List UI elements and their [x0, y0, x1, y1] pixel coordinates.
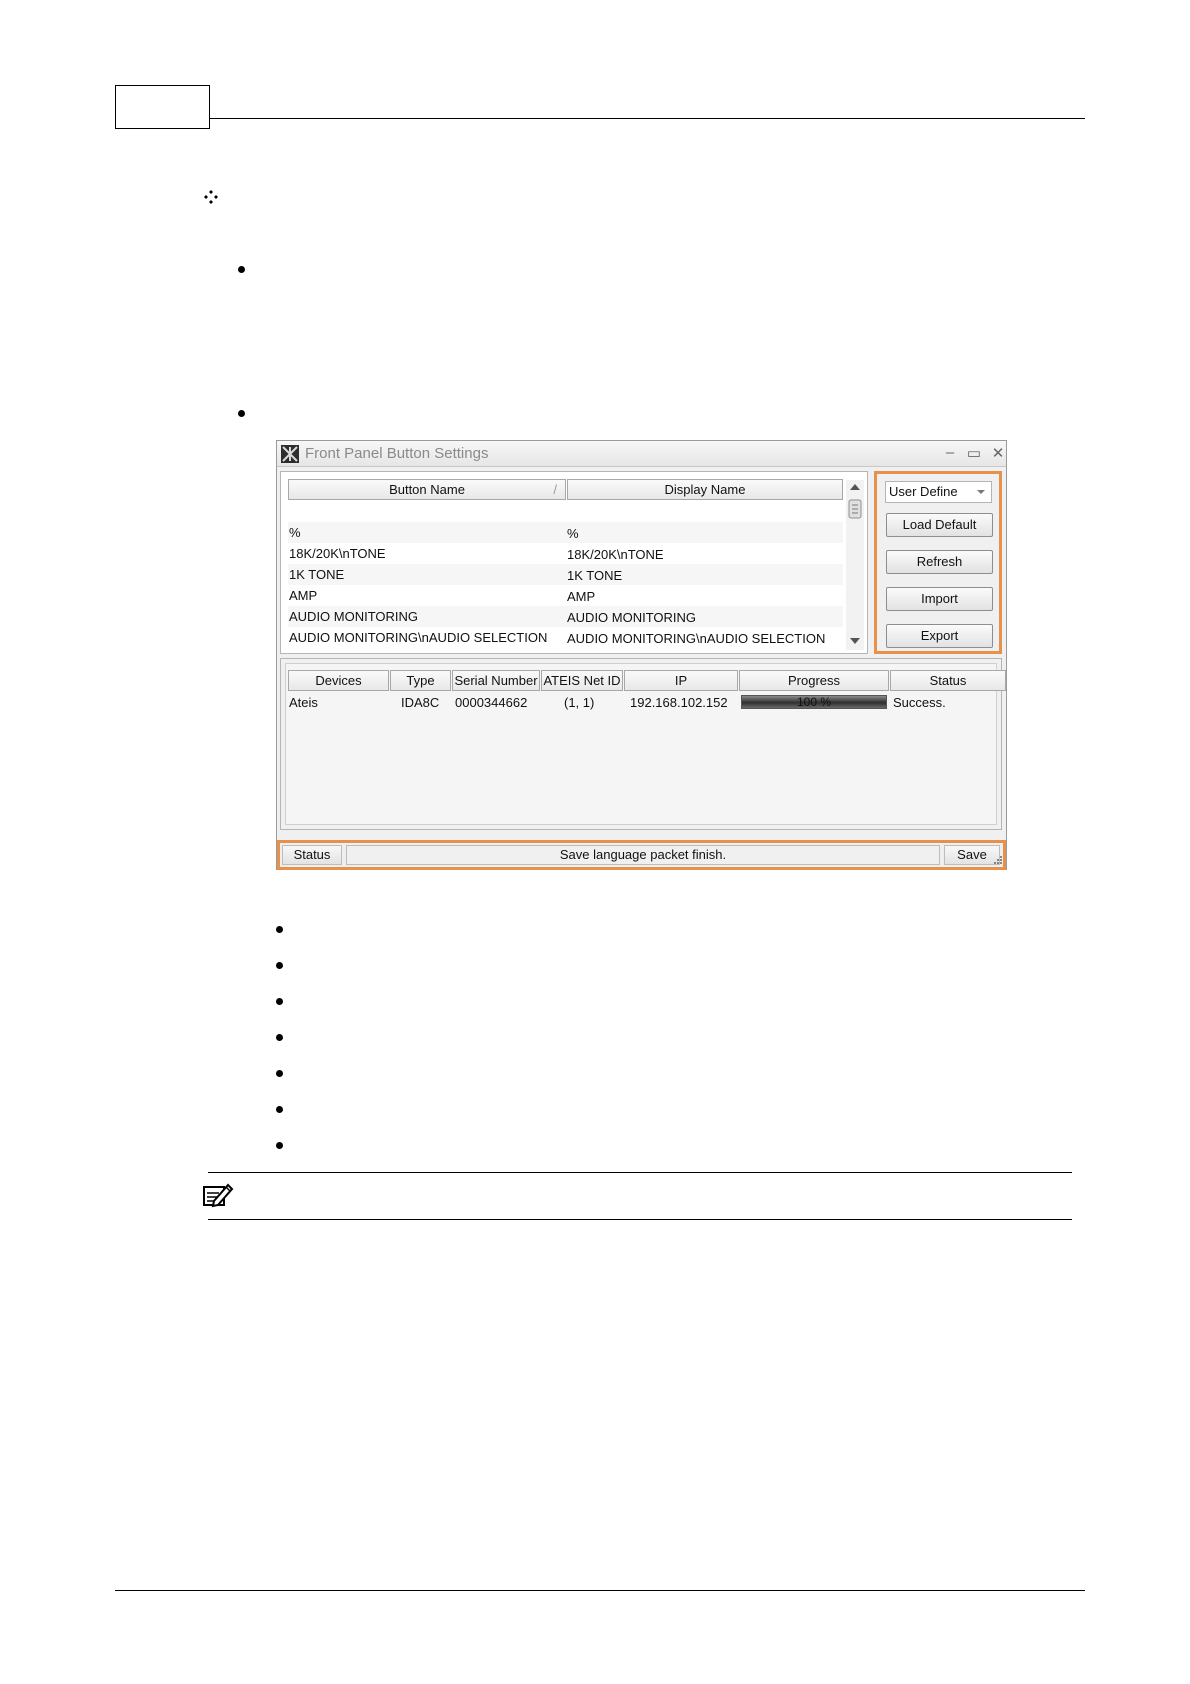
device-name: Ateis: [289, 695, 318, 710]
list-bullet: [238, 410, 245, 417]
app-logo-icon: [281, 445, 299, 463]
status-bar: [277, 840, 1006, 870]
import-button[interactable]: Import: [886, 587, 993, 611]
chevron-down-icon: [977, 490, 985, 494]
mode-select[interactable]: User Define: [885, 481, 992, 503]
footer-rule: [115, 1590, 1085, 1591]
column-header-serial-number[interactable]: Serial Number: [452, 670, 540, 691]
table-row[interactable]: %: [289, 525, 301, 540]
button-controls-panel: [874, 471, 1002, 654]
column-header-type[interactable]: Type: [390, 670, 451, 691]
export-button[interactable]: Export: [886, 624, 993, 648]
front-panel-window: [276, 440, 1007, 870]
diamond-bullet-icon: [203, 189, 219, 205]
status-message: Save language packet finish.: [346, 845, 940, 865]
device-ip: 192.168.102.152: [630, 695, 728, 710]
list-bullet: [276, 926, 283, 933]
device-type: IDA8C: [401, 695, 440, 710]
table-row[interactable]: 18K/20K\nTONE: [567, 547, 664, 562]
table-row[interactable]: 1K TONE: [289, 567, 345, 582]
table-row[interactable]: 18K/20K\nTONE: [289, 546, 386, 561]
column-header-status[interactable]: Status: [890, 670, 1006, 691]
window-title: Front Panel Button Settings: [305, 445, 489, 462]
table-row[interactable]: AUDIO MONITORING: [567, 610, 697, 625]
table-row[interactable]: [288, 693, 1006, 713]
header-box: [115, 85, 210, 129]
vertical-scrollbar[interactable]: [846, 480, 864, 650]
column-header-ip[interactable]: IP: [624, 670, 738, 691]
device-net-id: (1, 1): [564, 695, 595, 710]
list-bullet: [276, 1070, 283, 1077]
resize-grip-icon[interactable]: [993, 855, 1003, 865]
note-top-rule: [208, 1172, 1072, 1173]
table-row[interactable]: 1K TONE: [567, 568, 623, 583]
column-header-progress[interactable]: Progress: [739, 670, 889, 691]
list-bullet: [238, 266, 245, 273]
header-rule: [210, 118, 1085, 119]
column-header-net-id[interactable]: ATEIS Net ID: [541, 670, 623, 691]
device-list: [285, 663, 997, 825]
note-pencil-icon: [202, 1181, 234, 1209]
table-row[interactable]: %: [567, 526, 579, 541]
status-label: Status: [282, 845, 342, 865]
close-icon[interactable]: ✕: [991, 445, 1005, 462]
list-bullet: [276, 962, 283, 969]
title-bar[interactable]: [277, 441, 1006, 467]
table-row[interactable]: AUDIO MONITORING\nAUDIO SELECTION: [289, 630, 548, 645]
list-bullet: [276, 1142, 283, 1149]
device-grid: [280, 658, 1002, 830]
column-header-button-name[interactable]: Button Name /: [288, 479, 566, 500]
progress-bar: [741, 695, 887, 709]
load-default-button[interactable]: Load Default: [886, 513, 993, 537]
device-serial: 0000344662: [455, 695, 528, 710]
column-header-devices[interactable]: Devices: [288, 670, 389, 691]
refresh-button[interactable]: Refresh: [886, 550, 993, 574]
save-button[interactable]: Save: [944, 845, 1000, 865]
table-row[interactable]: AUDIO MONITORING: [289, 609, 419, 624]
list-bullet: [276, 1034, 283, 1041]
table-row[interactable]: AUDIO MONITORING\nAUDIO SELECTION: [567, 631, 826, 646]
minimize-icon[interactable]: –: [945, 444, 955, 461]
device-status: Success.: [893, 695, 946, 710]
sort-indicator-icon: /: [553, 482, 557, 497]
note-bottom-rule: [208, 1219, 1072, 1220]
button-name-grid: [280, 471, 868, 654]
table-row[interactable]: AMP: [289, 588, 318, 603]
list-bullet: [276, 998, 283, 1005]
progress-label: 100 %: [796, 695, 832, 709]
table-row[interactable]: AMP: [567, 589, 596, 604]
column-header-display-name[interactable]: Display Name: [567, 479, 843, 500]
maximize-icon[interactable]: ▭: [966, 445, 982, 462]
list-bullet: [276, 1106, 283, 1113]
